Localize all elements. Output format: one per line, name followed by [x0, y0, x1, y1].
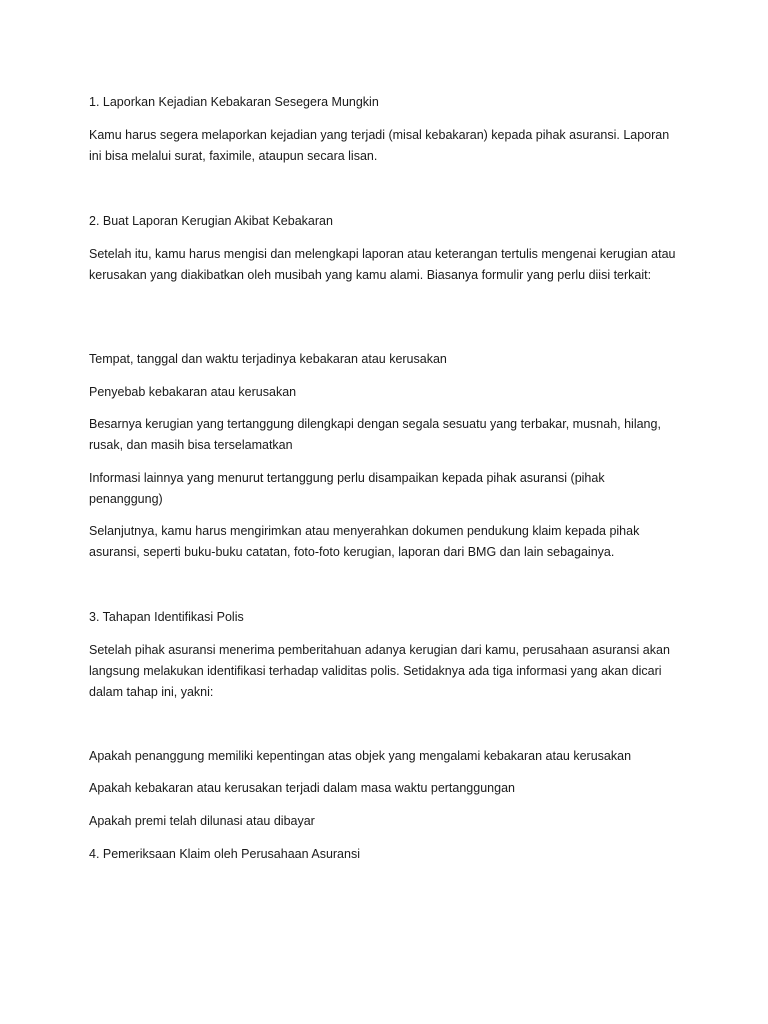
- section-4-heading: 4. Pemeriksaan Klaim oleh Perusahaan Asuransi: [89, 847, 360, 861]
- section-3-item-2: Apakah kebakaran atau kerusakan terjadi dalam masa waktu pertanggungan: [89, 781, 515, 795]
- section-2-item-3: Besarnya kerugian yang tertanggung dilengkapi dengan segala sesuatu yang terbakar, musnah, hilang, rusak, dan masih bisa terselamatkan: [89, 417, 661, 452]
- section-2-item-4: Informasi lainnya yang menurut tertanggung perlu disampaikan kepada pihak asuransi (pihak penanggung): [89, 471, 605, 506]
- section-2-paragraph: Setelah itu, kamu harus mengisi dan melengkapi laporan atau keterangan tertulis mengenai kerugian atau kerusakan yang diakibatkan oleh musibah yang kamu alami. Biasanya formulir yang perlu diisi terkait:: [89, 247, 676, 282]
- section-3-heading: 3. Tahapan Identifikasi Polis: [89, 610, 244, 624]
- section-1-paragraph: Kamu harus segera melaporkan kejadian yang terjadi (misal kebakaran) kepada pihak asuransi. Laporan ini bisa melalui surat, faximile, ataupun secara lisan.: [89, 128, 670, 163]
- section-3-item-1: Apakah penanggung memiliki kepentingan atas objek yang mengalami kebakaran atau kerusakan: [89, 749, 632, 763]
- section-2-item-2: Penyebab kebakaran atau kerusakan: [89, 385, 297, 399]
- section-1-heading: 1. Laporkan Kejadian Kebakaran Sesegera Mungkin: [89, 95, 379, 109]
- section-2-item-1: Tempat, tanggal dan waktu terjadinya kebakaran atau kerusakan: [89, 352, 447, 366]
- section-3-item-3: Apakah premi telah dilunasi atau dibayar: [89, 814, 315, 828]
- section-2-closing: Selanjutnya, kamu harus mengirimkan atau menyerahkan dokumen pendukung klaim kepada pihak asuransi, seperti buku-buku catatan, foto-foto kerugian, laporan dari BMG dan lain sebagainya.: [89, 524, 640, 559]
- section-3-paragraph: Setelah pihak asuransi menerima pemberitahuan adanya kerugian dari kamu, perusahaan asuransi akan langsung melakukan identifikasi terhadap validitas polis. Setidaknya ada tiga informasi yang akan dicari dalam tahap ini, yakni:: [89, 643, 670, 699]
- section-2-heading: 2. Buat Laporan Kerugian Akibat Kebakaran: [89, 214, 333, 228]
